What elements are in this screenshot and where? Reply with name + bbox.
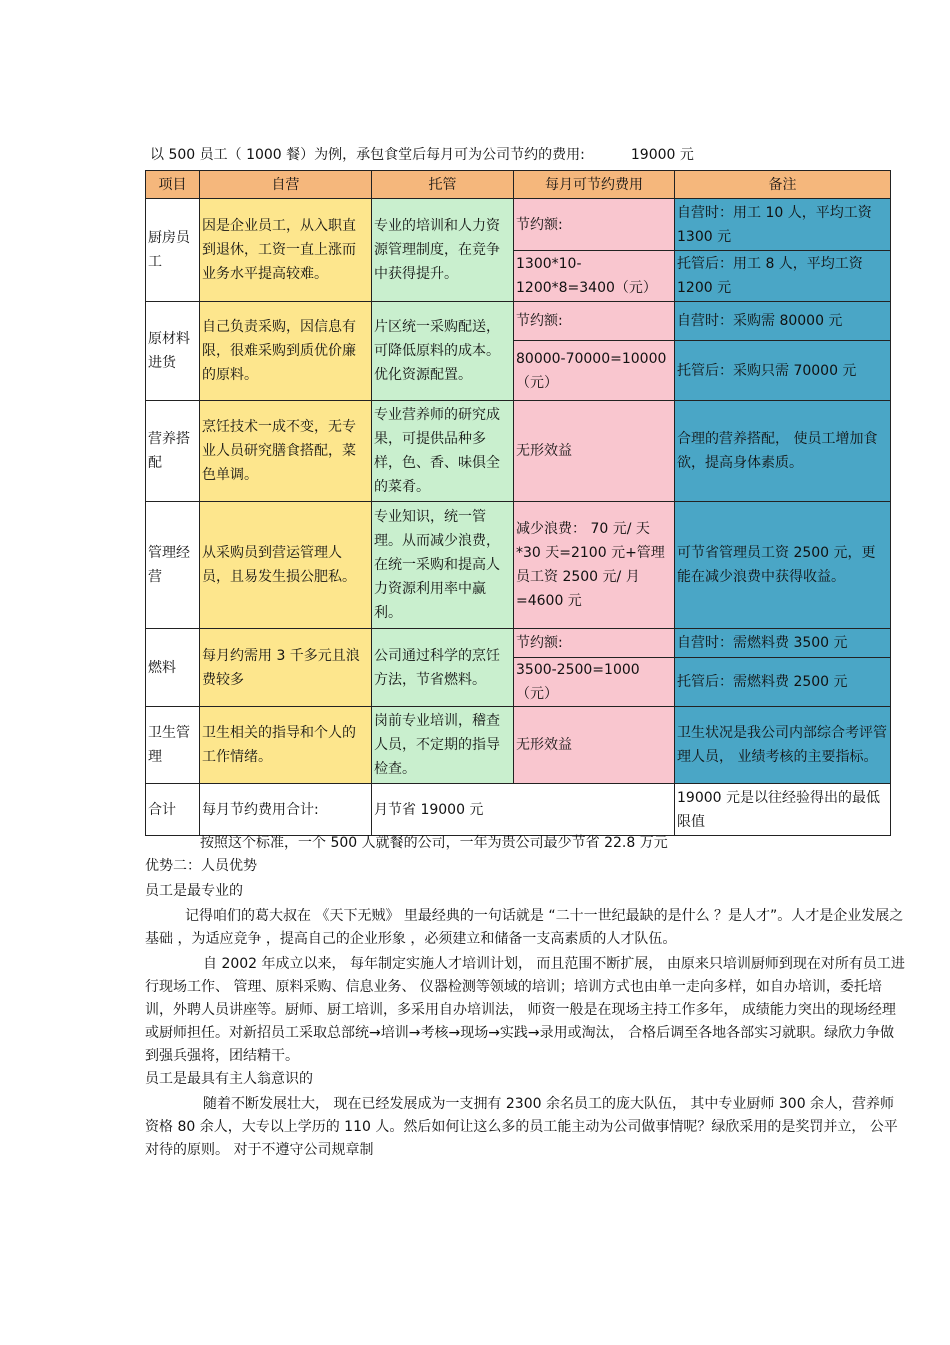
row-self: 自己负责采购，因信息有限，很难采购到质优价廉的原料。: [200, 302, 372, 401]
table-row: [146, 629, 891, 658]
row-note: 可节省管理员工资 2500 元，更能在减少浪费中获得收益。: [675, 502, 891, 629]
row-self: 因是企业员工，从入职直到退休，工资一直上涨而业务水平提高较难。: [200, 199, 372, 302]
row-saving-value: 80000-70000=10000（元）: [514, 341, 675, 401]
row-self: 从采购员到营运管理人员，且易发生损公肥私。: [200, 502, 372, 629]
row-saving-label: 节约额:: [514, 302, 675, 341]
row-note-tg: 托管后：用工 8 人，平均工资 1200 元: [675, 251, 891, 302]
row-tg: 专业的培训和人力资源管理制度，在竞争中获得提升。: [372, 199, 514, 302]
subsection-heading: 员工是最专业的: [145, 883, 243, 899]
row-item: 卫生管理: [146, 707, 200, 784]
total-item: 合计: [146, 784, 200, 836]
row-note-self: 自营时：采购需 80000 元: [675, 302, 891, 341]
row-item: 厨房员工: [146, 199, 200, 302]
paragraph: 随着不断发展壮大， 现在已经发展成为一支拥有 2300 余名员工的庞大队伍， 其中专业厨师 300 余人，营养师资格 80 余人，大专以上学历的 110 人。然后如何让这么多的员工能主动为公司做事情呢？绿欣采用的是奖罚并立， 公平对待的原则。 对于不遵守公司规章制: [145, 1096, 898, 1158]
header-note: 备注: [675, 171, 891, 199]
row-note: 卫生状况是我公司内部综合考评管理人员， 业绩考核的主要指标。: [675, 707, 891, 784]
row-item: 燃料: [146, 629, 200, 707]
row-tg: 公司通过科学的烹饪方法，节省燃料。: [372, 629, 514, 707]
row-note-self: 自营时：需燃料费 3500 元: [675, 629, 891, 658]
table-row: [146, 401, 891, 502]
row-tg: 专业营养师的研究成果，可提供品种多样，色、香、味俱全的菜肴。: [372, 401, 514, 502]
total-note: 19000 元是以往经验得出的最低限值: [675, 784, 891, 836]
row-saving: 无形效益: [514, 401, 675, 502]
table-total-row: [146, 784, 891, 836]
header-saving: 每月可节约费用: [514, 171, 675, 199]
subsection-heading: 员工是最具有主人翁意识的: [145, 1071, 313, 1087]
row-saving-value: 1300*10-1200*8=3400（元）: [514, 251, 675, 302]
row-item: 原材料进货: [146, 302, 200, 401]
table-row: [146, 707, 891, 784]
intro-text: 以 500 员工（ 1000 餐）为例，承包食堂后每月可为公司节约的费用:: [150, 147, 585, 163]
paragraph: 记得咱们的葛大叔在 《天下无贼》 里最经典的一句话就是 “二十一世纪最缺的是什么 ？是人才”。人才是企业发展之基础 ，为适应竞争 ，提高自己的企业形象 ，必须建立和储备一支高素质的人才队伍。: [145, 908, 904, 947]
row-note-tg: 托管后：采购只需 70000 元: [675, 341, 891, 401]
row-saving: 减少浪费： 70 元/ 天*30 天=2100 元+管理员工资 2500 元/ 月=4600 元: [514, 502, 675, 629]
row-saving-label: 节约额:: [514, 629, 675, 658]
section-heading: 优势二：人员优势: [145, 858, 257, 874]
row-note-tg: 托管后：需燃料费 2500 元: [675, 658, 891, 707]
row-note: 合理的营养搭配， 使员工增加食欲，提高身体素质。: [675, 401, 891, 502]
body-text: [145, 832, 905, 1162]
savings-table: [145, 170, 891, 836]
row-self: 烹饪技术一成不变，无专业人员研究膳食搭配，菜色单调。: [200, 401, 372, 502]
table-row: [146, 302, 891, 341]
total-label: 每月节约费用合计:: [200, 784, 372, 836]
row-saving-label: 节约额:: [514, 199, 675, 251]
row-tg: 专业知识，统一管理。从而减少浪费，在统一采购和提高人力资源利用率中赢利。: [372, 502, 514, 629]
intro-line: [150, 144, 694, 164]
header-tg: 托管: [372, 171, 514, 199]
header-item: 项目: [146, 171, 200, 199]
table-header-row: [146, 171, 891, 199]
row-tg: 片区统一采购配送，可降低原料的成本。优化资源配置。: [372, 302, 514, 401]
table-row: [146, 199, 891, 251]
table-row: [146, 502, 891, 629]
row-item: 管理经营: [146, 502, 200, 629]
intro-amount: 19000 元: [630, 147, 694, 163]
total-value: 月节省 19000 元: [372, 784, 675, 836]
row-tg: 岗前专业培训，稽查人员，不定期的指导检查。: [372, 707, 514, 784]
row-saving-value: 3500-2500=1000 （元）: [514, 658, 675, 707]
header-self: 自营: [200, 171, 372, 199]
summary-paragraph: 按照这个标准，一个 500 人就餐的公司，一年为贵公司最少节省 22.8 万元: [200, 835, 668, 851]
row-self: 卫生相关的指导和个人的工作情绪。: [200, 707, 372, 784]
row-self: 每月约需用 3 千多元且浪费较多: [200, 629, 372, 707]
row-saving: 无形效益: [514, 707, 675, 784]
paragraph: 自 2002 年成立以来， 每年制定实施人才培训计划， 而且范围不断扩展， 由原来只培训厨师到现在对所有员工进行现场工作、 管理、原料采购、信息业务、 仪器检测等领域的培训；培训方式也由单一走向多样，如自办培训，委托培训，外聘人员讲座等。厨师、厨工培训，多采用自办培训法， 师资一般是在现场主持工作多年， 成绩能力突出的现场经理或厨师担任。对新招员工采取总部统→培训→考核→现场→实践→录用或淘汰， 合格后调至各地各部实习就职。绿欣力争做到强兵强将，团结精干。: [145, 956, 905, 1064]
row-item: 营养搭配: [146, 401, 200, 502]
row-note-self: 自营时：用工 10 人，平均工资 1300 元: [675, 199, 891, 251]
